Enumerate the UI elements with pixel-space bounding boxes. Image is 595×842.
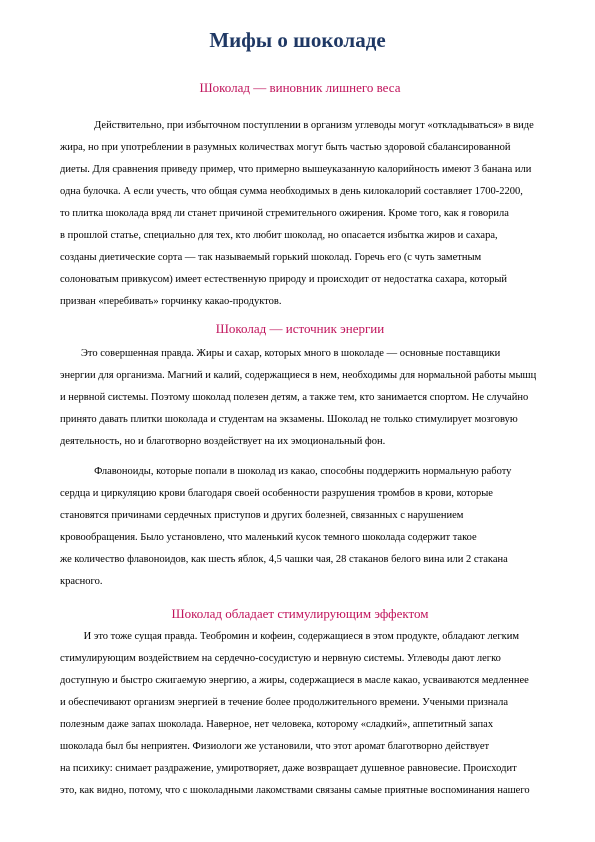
paragraph-line: полезным даже запах шоколада. Наверное, нет человека, которому «сладкий», аппетитный запах [60,719,494,730]
paragraph-line: доступную и быстро сжигаемую энергию, а жиры, содержащиеся в масле какао, усваиваются медленнее [60,675,529,686]
section-heading-stimulating: Шоколад обладает стимулирующим эффектом [171,606,429,621]
paragraph-line: на психику: снимает раздражение, умиротворяет, даже возвращает душевное равновесие. Происходит [60,763,517,774]
section-paragraph [60,343,560,453]
section-heading-weight: Шоколад — виновник лишнего веса [199,80,401,95]
section-paragraph [60,461,560,593]
paragraph-line: сердца и циркуляцию крови благодаря своей особенности разрушения тромбов в крови, которые [60,488,493,499]
paragraph-line: энергии для организма. Магний и калий, содержащиеся в нем, необходимы для нормальной работы мышц [60,370,537,381]
paragraph-line: созданы диетические сорта — так называемый горький шоколад. Горечь его (с чуть заметным [60,252,482,263]
page-title: Мифы о шоколаде [209,28,386,52]
paragraph-line: призван «перебивать» горчинку какао-продуктов. [60,296,282,307]
paragraph-line: стимулирующим воздействием на сердечно-сосудистую и нервную системы. Углеводы дают легко [60,653,501,664]
paragraph-line: это, как видно, потому, что с шоколадными лакомствами связаны самые приятные воспоминания нашего [60,785,530,796]
paragraph-line: становятся причинами сердечных приступов и других болезней, связанных с нарушением [60,510,464,521]
section-paragraph [60,626,560,802]
paragraph-line: жира, но при употреблении в разумных количествах могут быть частью здоровой сбалансированной [60,142,511,153]
paragraph-line: и нервной системы. Поэтому шоколад полезен детям, а также тем, кто занимается спортом. Не случайно [60,392,529,403]
paragraph-line: и обеспечивают организм энергией в течение более продолжительного времени. Учеными признала [60,697,509,708]
paragraph-line: красного. [60,576,103,587]
paragraph-line: одна булочка. А если учесть, что общая сумма необходимых в день килокалорий составляет 1700-2200, [60,186,523,197]
paragraph-line: И это тоже сущая правда. Теобромин и кофеин, содержащиеся в этом продукте, обладают легким [60,631,520,642]
paragraph-line: принято давать плитки шоколада и студентам на экзамены. Шоколад не только стимулирует мозговую [60,414,518,425]
section-heading-energy: Шоколад — источник энергии [215,321,385,336]
paragraph-line: Флавоноиды, которые попали в шоколад из какао, способны поддержить нормальную работу [60,466,512,477]
paragraph-line: деятельность, но и благотворно воздействует на их эмоциональный фон. [60,436,386,447]
paragraph-line: в прошлой статье, специально для тех, кто любит шоколад, но опасается избытка жиров и сахара, [60,230,498,241]
paragraph-line: то плитка шоколада вряд ли станет причиной стремительного ожирения. Кроме того, как я говорила [60,208,509,219]
section-paragraph [60,115,560,313]
paragraph-line: же количество флавоноидов, как шесть яблок, 4,5 чашки чая, 28 стаканов белого вина или 2 стакана [60,554,508,565]
paragraph-line: Это совершенная правда. Жиры и сахар, которых много в шоколаде — основные поставщики [60,348,501,359]
paragraph-line: диеты. Для сравнения приведу пример, что примерно вышеуказанную калорийность имеют 3 банана или [60,164,532,175]
paragraph-line: шоколада был бы неприятен. Физиологи же установили, что этот аромат благотворно действует [60,741,490,752]
paragraph-line: кровообращения. Было установлено, что маленький кусок темного шоколада содержит такое [60,532,477,543]
paragraph-line: Действительно, при избыточном поступлении в организм углеводы могут «откладываться» в виде [60,120,534,131]
paragraph-line: солоноватым привкусом) имеет естественную природу и происходит от недостатка сахара, который [60,274,507,285]
